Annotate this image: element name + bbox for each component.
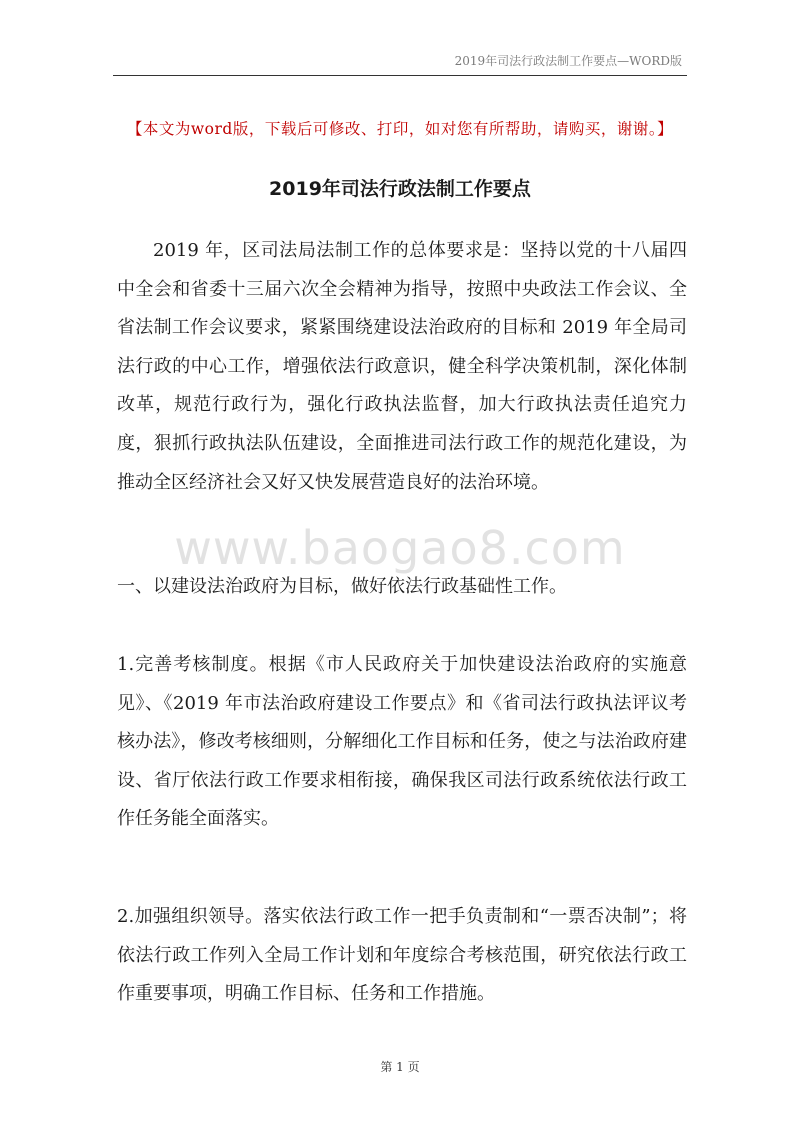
section-heading: 一、以建设法治政府为目标，做好依法行政基础性工作。: [117, 576, 567, 597]
document-title: 2019年司法行政法制工作要点: [269, 178, 531, 200]
watermark: www.baogao8.com: [174, 521, 626, 575]
item-2-paragraph: 2.加强组织领导。落实依法行政工作一把手负责制和“一票否决制”；将依法行政工作列入全局工作计划和年度综合考核范围，研究依法行政工作重要事项，明确工作目标、任务和工作措施。: [117, 906, 687, 1005]
item-1-paragraph: 1.完善考核制度。根据《市人民政府关于加快建设法治政府的实施意见》、《2019 年市法治政府建设工作要点》和《省司法行政执法评议考核办法》，修改考核细则，分解细化工作目标和任务，使之与法治政府建设、省厅依法行政工作要求相衔接，确保我区司法行政系统依法行政工作任务能全面落实。: [117, 654, 687, 830]
page-number: 第 1 页: [380, 1060, 420, 1074]
intro-paragraph: 2019 年，区司法局法制工作的总体要求是：坚持以党的十八届四中全会和省委十三届六次全会精神为指导，按照中央政法工作会议、全省法制工作会议要求，紧紧围绕建设法治政府的目标和 2019 年全局司法行政的中心工作，增强依法行政意识，健全科学决策机制，深化体制改革，规范行政行为，强化行政执法监督，加大行政执法责任追究力度，狠抓行政执法队伍建设，全面推进司法行政工作的规范化建设，为推动全区经济社会又好又快发展营造良好的法治环境。: [117, 240, 687, 493]
purchase-notice: 【本文为word版，下载后可修改、打印，如对您有所帮助，请购买，谢谢。】: [126, 120, 674, 138]
header-divider: [113, 75, 687, 76]
running-header: 2019年司法行政法制工作要点—WORD版: [454, 54, 682, 68]
